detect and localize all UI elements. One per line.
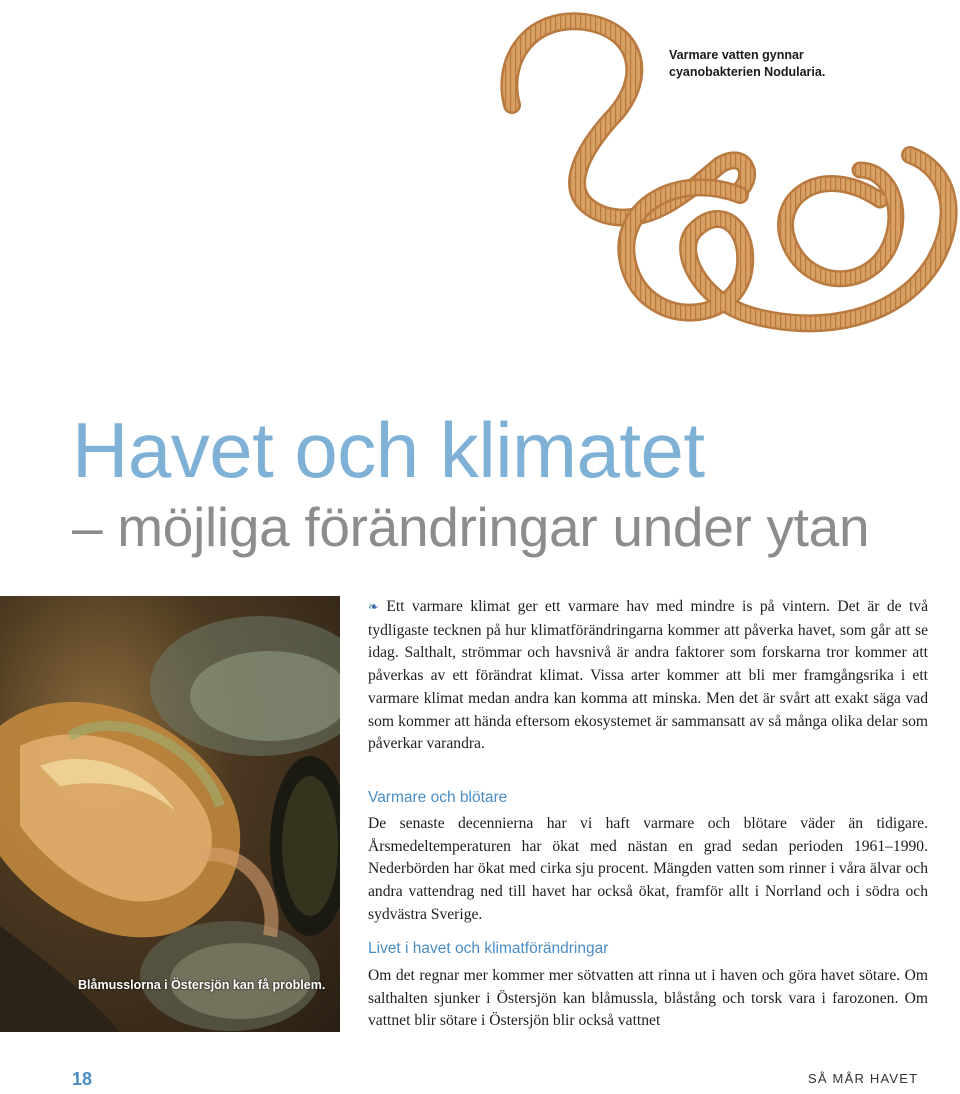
section-heading-varmare: Varmare och blötare [368,789,508,806]
publication-name: SÅ MÅR HAVET [808,1071,919,1086]
intro-text: Ett varmare klimat ger ett varmare hav med mindre is på vintern. Det är de två tydligaste tecknen på hur klimatförändringarna kommer att påverka havet, som går att se idag. Salthalt, strömmar och havsnivå är andra faktorer som forskarna tror kommer att påverkas av ett förändrat klimat. Vissa arter kommer att bli mer framgångsrika i ett varmare klimat medan andra kan komma att minska. Men det är svårt att exakt säga vad som kommer att hända eftersom ekosystemet är sammansatt av så många olika delar som påverkar varandra. [368,598,929,753]
section-paragraph-livet: Om det regnar mer kommer mer sötvatten att rinna ut i haven och göra havet sötare. Om salthalten sjunker i Östersjön kan blåmussla, blåstång och torsk vara i farozonen. Om vattnet blir sötare i Östersjön blir också vattnet [368,967,928,1030]
intro-paragraph [368,596,928,756]
photo-caption: Blåmusslorna i Östersjön kan få problem. [78,978,326,992]
paragraph-marker-icon: ❧ [368,600,379,615]
mussel-photo [0,596,340,1032]
section-paragraph-varmare: De senaste decennierna har vi haft varmare och blötare väder än tidigare. Årsmedeltemperaturen har ökat med nästan en grad sedan perioden 1961–1990. Nederbörden har ökat med cirka sju procent. Mängden vatten som rinner i våra älvar och andra vattendrag ned till havet har också ökat, framför allt i Norrland och i södra och sydvästra Sverige. [368,815,928,923]
section-heading-livet: Livet i havet och klimatförändringar [368,940,609,957]
page-subtitle: – möjliga förändringar under ytan [72,496,870,558]
page-title: Havet och klimatet [72,406,705,494]
illustration-caption: Varmare vatten gynnar cyanobakterien Nodularia. [669,48,826,79]
page-number: 18 [72,1069,93,1089]
